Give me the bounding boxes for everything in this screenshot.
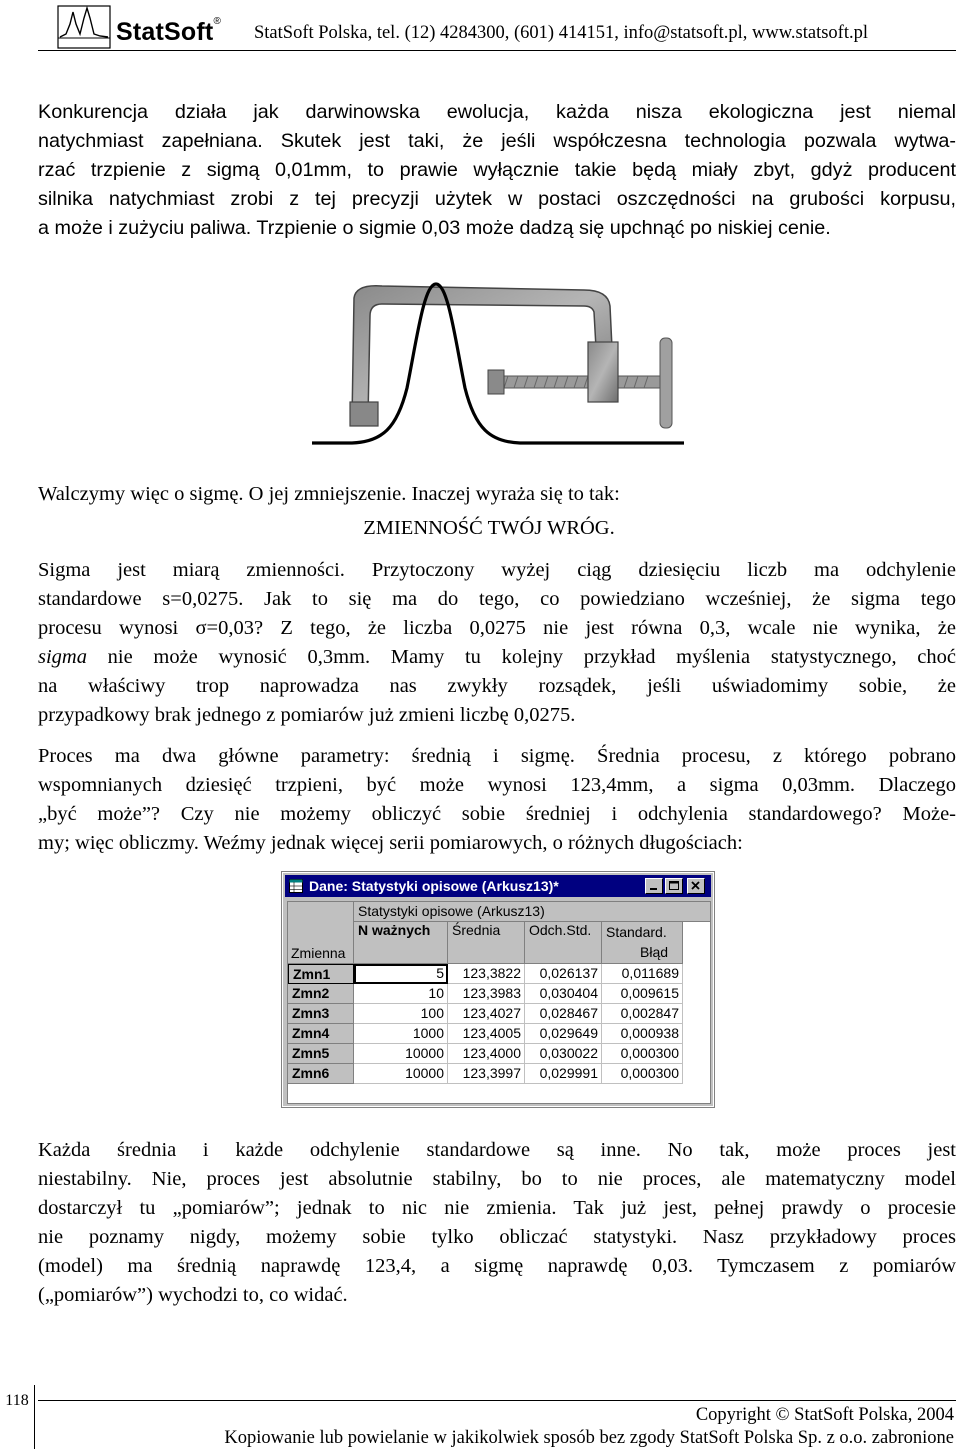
- text-line: my; więc obliczmy. Weźmy jednak więcej serii pomiarowych, o różnych długościach:: [38, 832, 743, 854]
- row-header[interactable]: Zmn1: [288, 964, 354, 984]
- row-header[interactable]: Zmn3: [288, 1004, 354, 1024]
- text-line: [38, 643, 956, 672]
- text-line: a może i zużyciu paliwa. Trzpienie o sigmie 0,03 może dadzą się upchnąć po niskiej cenie.: [38, 217, 831, 239]
- italic-sigma: sigma: [38, 646, 87, 668]
- table-cell[interactable]: 5: [354, 964, 448, 984]
- table-cell[interactable]: 0,026137: [525, 964, 602, 984]
- table-cell[interactable]: 0,009615: [602, 984, 683, 1004]
- text-line: Proces ma dwa główne parametry: średnią i sigmę. Średnia procesu, z którego pobrano: [38, 745, 956, 767]
- table-cell[interactable]: 0,002847: [602, 1004, 683, 1024]
- table-cell[interactable]: 123,4000: [448, 1044, 525, 1064]
- table-cell[interactable]: 0,029649: [525, 1024, 602, 1044]
- paragraph-sigma-measure: [38, 556, 956, 730]
- minimize-button[interactable]: [645, 878, 663, 894]
- table-cell[interactable]: 123,3822: [448, 964, 525, 984]
- copyright-line: Copyright © StatSoft Polska, 2004: [695, 1405, 954, 1425]
- statsoft-logo-icon: [56, 4, 112, 50]
- header-contact: StatSoft Polska, tel. (12) 4284300, (601) 414151, info@statsoft.pl, www.statsoft.pl: [254, 23, 868, 43]
- text-line: natychmiast zapełniana. Skutek jest taki, że jeśli współczesna technologia pozwala wytwa-: [38, 130, 956, 152]
- corner-header: [288, 902, 354, 964]
- row-header[interactable]: Zmn4: [288, 1024, 354, 1044]
- table-cell[interactable]: 100: [354, 1004, 448, 1024]
- window-title: Dane: Statystyki opisowe (Arkusz13)*: [309, 878, 559, 894]
- maximize-button[interactable]: [665, 878, 683, 894]
- column-header-n[interactable]: N ważnych: [354, 922, 448, 964]
- table-cell[interactable]: 1000: [354, 1024, 448, 1044]
- spreadsheet-icon: [289, 879, 303, 893]
- table-cell[interactable]: 0,011689: [602, 964, 683, 984]
- column-header-se[interactable]: Standard. Błąd: [602, 922, 683, 964]
- brand-name: StatSoft®: [116, 16, 222, 46]
- paragraph-conclusion: [38, 1136, 956, 1310]
- table-cell[interactable]: 0,029991: [525, 1064, 602, 1084]
- table-cell[interactable]: 0,030022: [525, 1044, 602, 1064]
- column-header-mean[interactable]: Średnia: [448, 922, 525, 964]
- row-header[interactable]: Zmn2: [288, 984, 354, 1004]
- paragraph-sigma-fight: Walczymy więc o sigmę. O jej zmniejszenie. Inaczej wyraża się to tak:: [38, 483, 620, 505]
- row-header[interactable]: Zmn6: [288, 1064, 354, 1084]
- text-line: dostarczył tu „pomiarów”; jednak to nic nie zmienia. Tak już jest, pełnej prawdy o procesie: [38, 1197, 956, 1219]
- text-line: nie poznamy nigdy, możemy sobie tylko obliczać statystyki. Nasz przykładowy proces: [38, 1226, 956, 1248]
- clamp-bell-curve-illustration: [312, 278, 684, 448]
- close-button[interactable]: [687, 878, 705, 894]
- text-line: standardowe s=0,0275. Jak to się ma do tego, co powiedziano wcześniej, że sigma tego: [38, 588, 956, 610]
- table-cell[interactable]: 0,000300: [602, 1044, 683, 1064]
- text-line: na właściwy trop naprowadza nas zwykły rozsądek, jeśli uświadomimy sobie, że: [38, 675, 956, 697]
- table-cell[interactable]: 123,4027: [448, 1004, 525, 1024]
- table-cell[interactable]: 10: [354, 984, 448, 1004]
- text-line: „być może”? Czy nie możemy obliczyć sobie średniej i odchylenia standardowego? Może-: [38, 803, 956, 825]
- footer-rule: [38, 1400, 956, 1401]
- text-line: Sigma jest miarą zmienności. Przytoczony wyżej ciąg dziesięciu liczb ma odchylenie: [38, 559, 956, 581]
- corner-label: Zmienna: [291, 945, 346, 961]
- header-rule: [38, 50, 956, 51]
- table-caption: [354, 902, 711, 922]
- table-cell[interactable]: 0,000300: [602, 1064, 683, 1084]
- statistics-window: [282, 872, 714, 1107]
- page-number-divider: [34, 1385, 35, 1449]
- page-number: 118: [5, 1392, 29, 1409]
- table-cell[interactable]: 123,3983: [448, 984, 525, 1004]
- motto-heading: ZMIENNOŚĆ TWÓJ WRÓG.: [363, 517, 615, 539]
- window-titlebar[interactable]: [285, 875, 711, 897]
- table-cell[interactable]: 123,3997: [448, 1064, 525, 1084]
- text-line: Każda średnia i każde odchylenie standardowe są inne. No tak, może proces jest: [38, 1139, 956, 1161]
- table-cell[interactable]: 0,000938: [602, 1024, 683, 1044]
- text-line: niestabilny. Nie, proces jest absolutnie stabilny, bo to nie proces, ale matematyczny model: [38, 1168, 956, 1190]
- text-fragment: nie może wynosić 0,3mm. Mamy tu kolejny przykład myślenia statystycznego, choć: [86, 646, 956, 668]
- paragraph-process-params: [38, 742, 956, 858]
- results-spreadsheet[interactable]: [287, 901, 711, 1104]
- text-line: wspomnianych dziesięć trzpieni, być może wynosi 123,4mm, a sigma 0,03mm. Dlaczego: [38, 774, 956, 796]
- page-header: [40, 4, 960, 52]
- table-cell[interactable]: 10000: [354, 1044, 448, 1064]
- text-line: przypadkowy brak jednego z pomiarów już zmieni liczbę 0,0275.: [38, 704, 576, 726]
- row-header[interactable]: Zmn5: [288, 1044, 354, 1064]
- text-line: („pomiarów”) wychodzi to, co widać.: [38, 1284, 348, 1306]
- text-line: (model) ma średnią naprawdę 123,4, a sigmę naprawdę 0,03. Tymczasem z pomiarów: [38, 1255, 956, 1277]
- table-cell[interactable]: 0,030404: [525, 984, 602, 1004]
- table-cell[interactable]: 0,028467: [525, 1004, 602, 1024]
- table-cell[interactable]: 10000: [354, 1064, 448, 1084]
- text-line: Konkurencja działa jak darwinowska ewolucja, każda nisza ekologiczna jest niemal: [38, 101, 956, 123]
- copy-notice: Kopiowanie lub powielanie w jakikolwiek sposób bez zgody StatSoft Polska Sp. z o.o. zabronione: [224, 1428, 954, 1448]
- column-header-sd[interactable]: Odch.Std.: [525, 922, 602, 964]
- table-caption-text: Statystyki opisowe (Arkusz13): [358, 903, 545, 919]
- table-cell[interactable]: 123,4005: [448, 1024, 525, 1044]
- paragraph-competition: [38, 98, 956, 243]
- text-line: silnika natychmiast zrobi z tej precyzji użytek w postaci oszczędności na grubości korpusu,: [38, 188, 956, 210]
- text-line: rzać trzpienie z sigmą 0,01mm, to prawie wyłącznie takie będą miały zbyt, gdyż producent: [38, 159, 956, 181]
- text-line: procesu wynosi σ=0,03? Z tego, że liczba 0,0275 nie jest równa 0,3, wcale nie wynika, że: [38, 617, 956, 639]
